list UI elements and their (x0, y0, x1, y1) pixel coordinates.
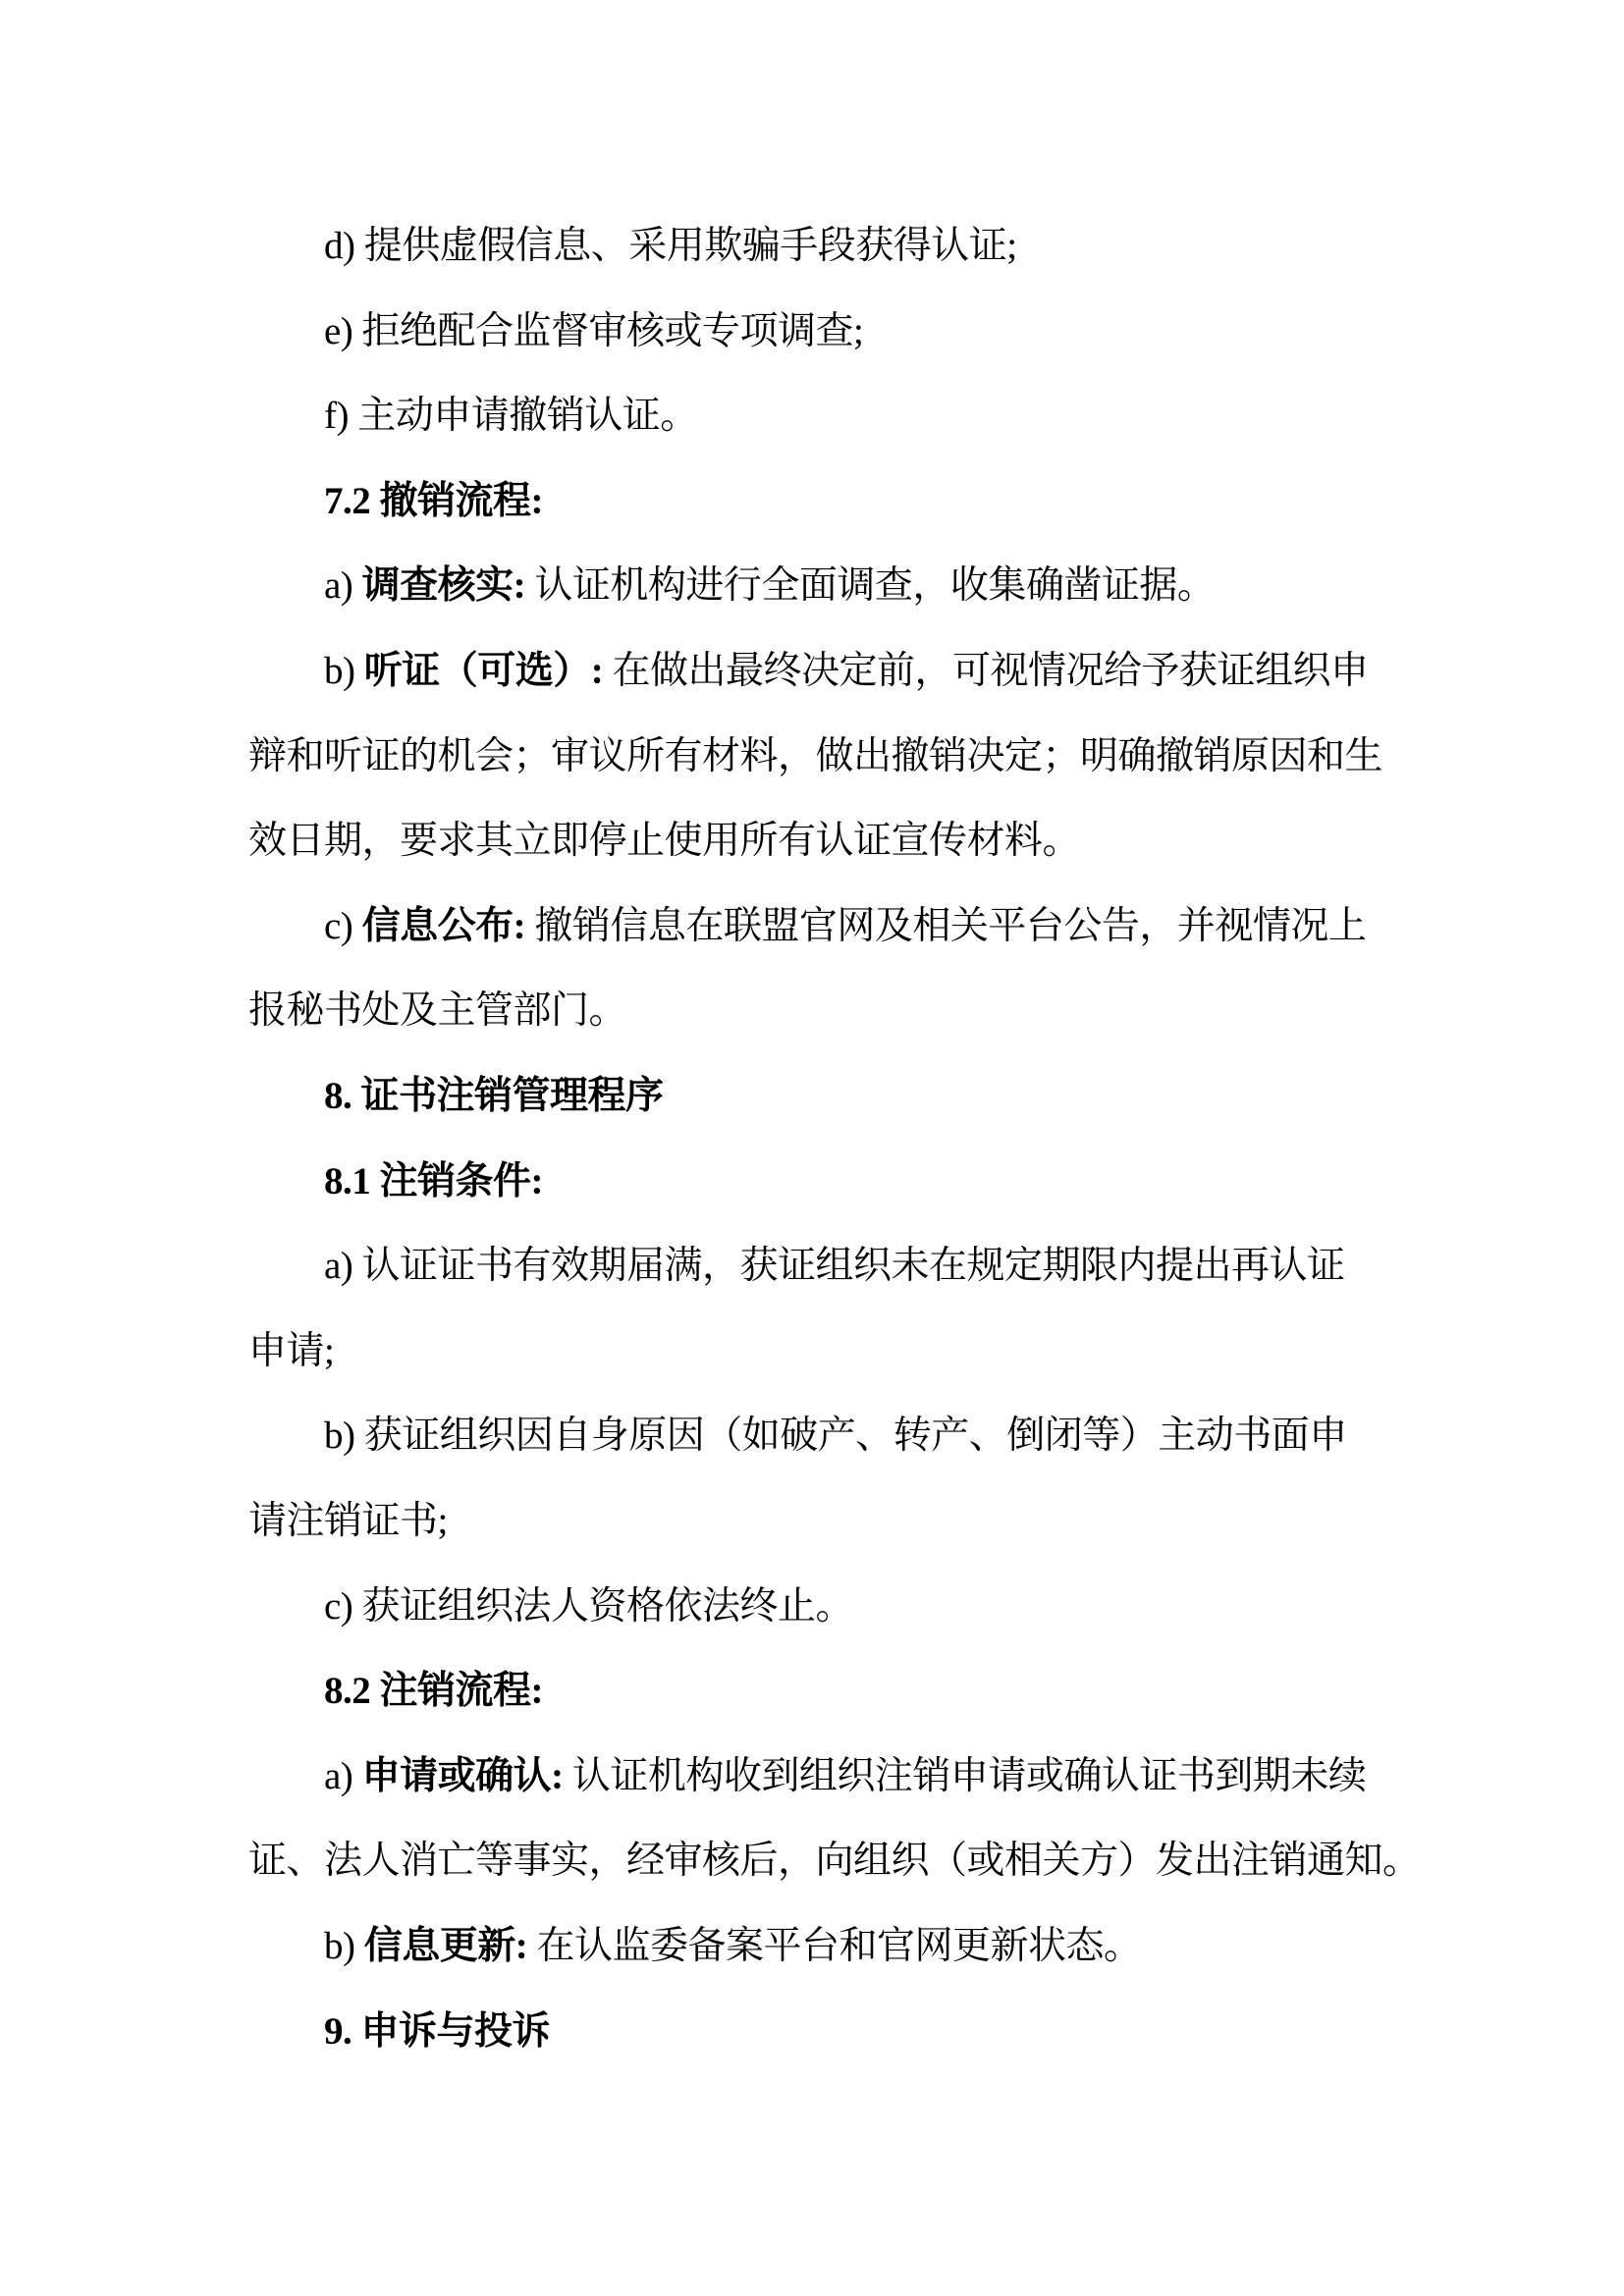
text-segment: 申请; (248, 1329, 335, 1372)
bold-text-segment: 9. 申诉与投诉 (324, 2009, 551, 2053)
text-line (324, 649, 1369, 694)
bold-text-segment: 7.2 撤销流程: (324, 479, 543, 522)
bold-text-segment: 听证（可选）: (363, 650, 604, 692)
text-line (324, 309, 863, 354)
text-segment: c) 获证组织法人资格依法终止。 (324, 1584, 854, 1628)
text-segment: 在认监委备案平台和官网更新状态。 (527, 1925, 1142, 1967)
bold-text-segment: 8. 证书注销管理程序 (324, 1075, 664, 1117)
text-line (324, 1074, 664, 1119)
text-segment: 证、法人消亡等事实，经审核后，向组织（或相关方）发出注销通知。 (248, 1840, 1421, 1883)
text-line (324, 904, 1366, 949)
text-segment: d) 提供虚假信息、采用欺骗手段获得认证; (324, 225, 1017, 267)
text-line (324, 394, 698, 439)
bold-text-segment: 信息更新: (363, 1925, 528, 1967)
text-segment: a) (324, 1754, 362, 1797)
text-segment: 请注销证书; (248, 1500, 448, 1542)
bold-text-segment: 调查核实: (361, 564, 526, 608)
text-segment: a) (324, 564, 362, 608)
text-line (324, 2009, 550, 2055)
text-segment: b) (324, 650, 364, 692)
text-segment: 效日期，要求其立即停止使用所有认证宣传材料。 (248, 820, 1081, 863)
text-line (324, 1414, 1347, 1459)
text-line (324, 563, 1215, 609)
text-line (248, 1499, 448, 1544)
text-line (324, 1669, 543, 1714)
text-line (324, 1244, 1345, 1289)
text-line (248, 988, 626, 1034)
text-line (324, 1924, 1142, 1969)
bold-text-segment: 信息公布: (361, 904, 526, 947)
text-line (248, 1329, 334, 1374)
text-segment: 在做出最终决定前，可视情况给予获证组织申 (603, 650, 1369, 692)
text-line (324, 224, 1017, 269)
text-segment: 辩和听证的机会；审议所有材料，做出撤销决定；明确撤销原因和生 (248, 734, 1383, 777)
text-segment: f) 主动申请撤销认证。 (324, 395, 698, 438)
bold-text-segment: 8.1 注销条件: (324, 1159, 543, 1202)
text-segment: 认证机构收到组织注销申请或确认证书到期未续 (563, 1754, 1367, 1797)
text-segment: e) 拒绝配合监督审核或专项调查; (324, 309, 864, 352)
text-segment: 撤销信息在联盟官网及相关平台公告，并视情况上 (525, 904, 1367, 947)
bold-text-segment: 申请或确认: (361, 1754, 564, 1797)
text-line (324, 479, 543, 524)
text-line (248, 819, 1080, 864)
text-line (324, 1584, 853, 1629)
text-line (248, 1839, 1421, 1884)
text-line (248, 734, 1382, 779)
text-segment: b) (324, 1925, 364, 1967)
text-segment: a) 认证证书有效期届满，获证组织未在规定期限内提出再认证 (324, 1245, 1345, 1288)
text-segment: b) 获证组织因自身原因（如破产、转产、倒闭等）主动书面申 (324, 1415, 1347, 1458)
text-segment: c) (324, 904, 362, 947)
text-segment: 报秘书处及主管部门。 (248, 989, 627, 1033)
text-segment: 认证机构进行全面调查，收集确凿证据。 (525, 564, 1216, 608)
text-line (324, 1754, 1366, 1799)
text-line (324, 1159, 543, 1204)
bold-text-segment: 8.2 注销流程: (324, 1670, 543, 1713)
